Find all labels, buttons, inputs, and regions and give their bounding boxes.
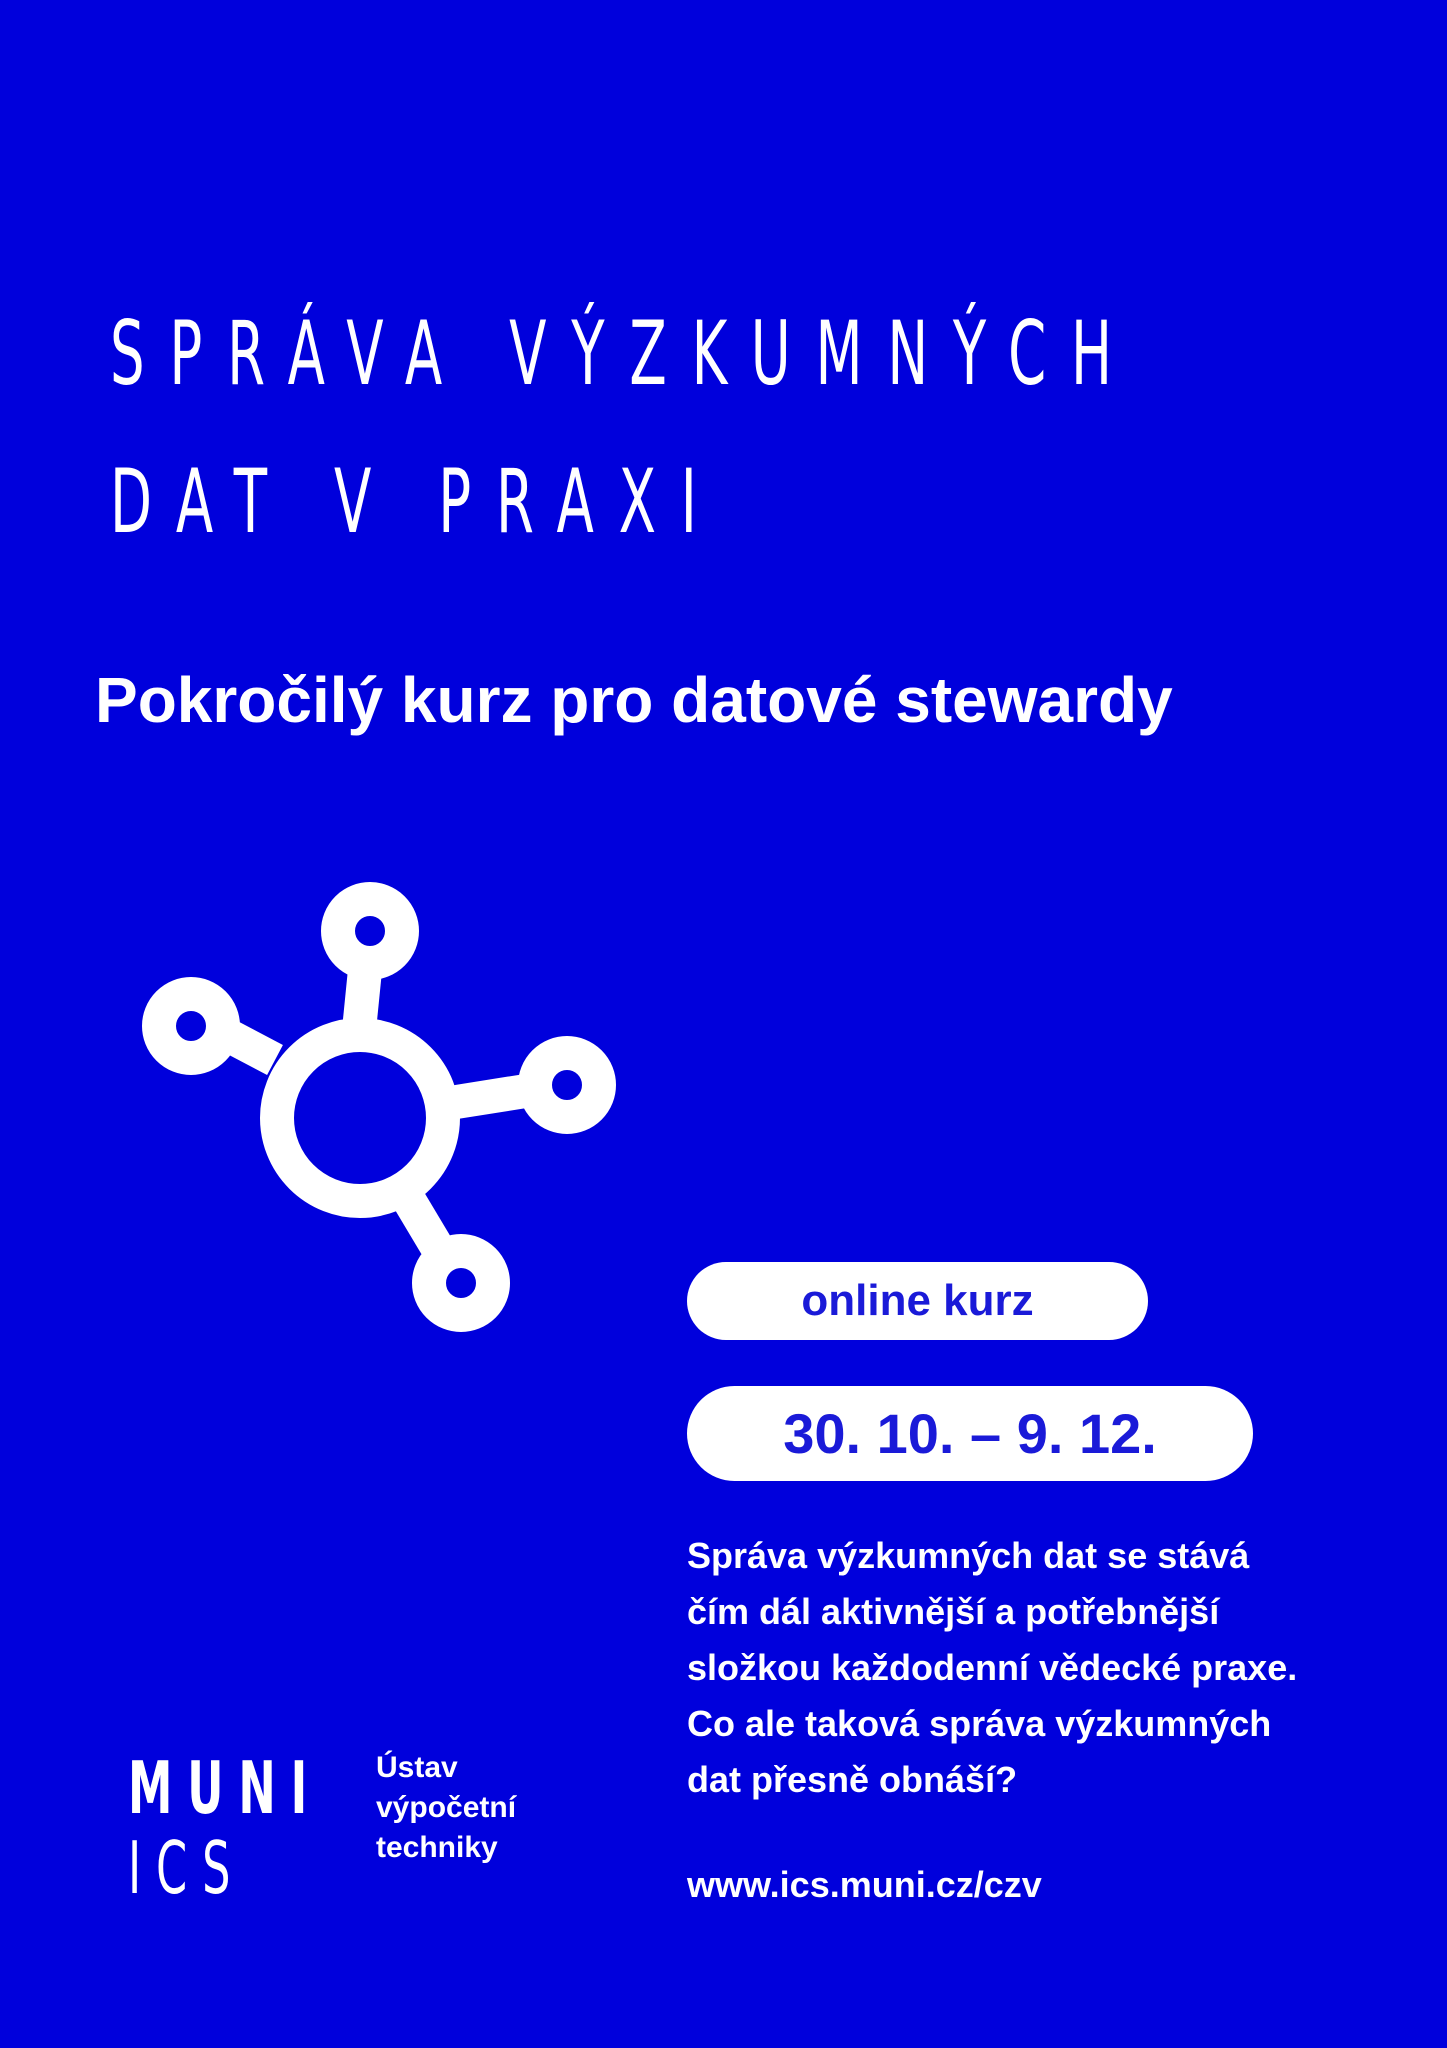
logo-mark bbox=[128, 1748, 322, 1908]
institute-name-line: Ústav bbox=[376, 1751, 458, 1784]
center-node bbox=[277, 1035, 443, 1201]
poster-title bbox=[110, 280, 1137, 576]
description-line: dat přesně obnáší? bbox=[687, 1759, 1018, 1800]
institute-name-line: techniky bbox=[376, 1831, 498, 1864]
network-molecule-icon bbox=[140, 880, 620, 1340]
course-dates-badge: 30. 10. – 9. 12. bbox=[687, 1386, 1253, 1481]
description-line: složkou každodenní vědecké praxe. bbox=[687, 1647, 1298, 1688]
node-left bbox=[159, 994, 223, 1058]
node-right bbox=[535, 1053, 599, 1117]
title-line-2: DAT V PRAXI bbox=[110, 450, 722, 553]
description-line: čím dál aktivnější a potřebnější bbox=[687, 1591, 1220, 1632]
poster-subtitle: Pokročilý kurz pro datové stewardy bbox=[95, 664, 1173, 736]
logo-mark-ics: ICS bbox=[128, 1826, 246, 1910]
course-format-badge: online kurz bbox=[687, 1262, 1148, 1340]
course-description bbox=[687, 1528, 1387, 1808]
title-line-1: SPRÁVA VÝZKUMNÝCH bbox=[110, 302, 1137, 405]
logo-mark-muni: MUNI bbox=[128, 1746, 323, 1830]
institute-name bbox=[376, 1748, 516, 1868]
node-top bbox=[338, 899, 402, 963]
course-url: www.ics.muni.cz/czv bbox=[687, 1864, 1042, 1905]
node-bottom bbox=[429, 1251, 493, 1315]
description-line: Správa výzkumných dat se stává bbox=[687, 1535, 1250, 1576]
institute-name-line: výpočetní bbox=[376, 1791, 517, 1824]
description-line: Co ale taková správa výzkumných bbox=[687, 1703, 1272, 1744]
